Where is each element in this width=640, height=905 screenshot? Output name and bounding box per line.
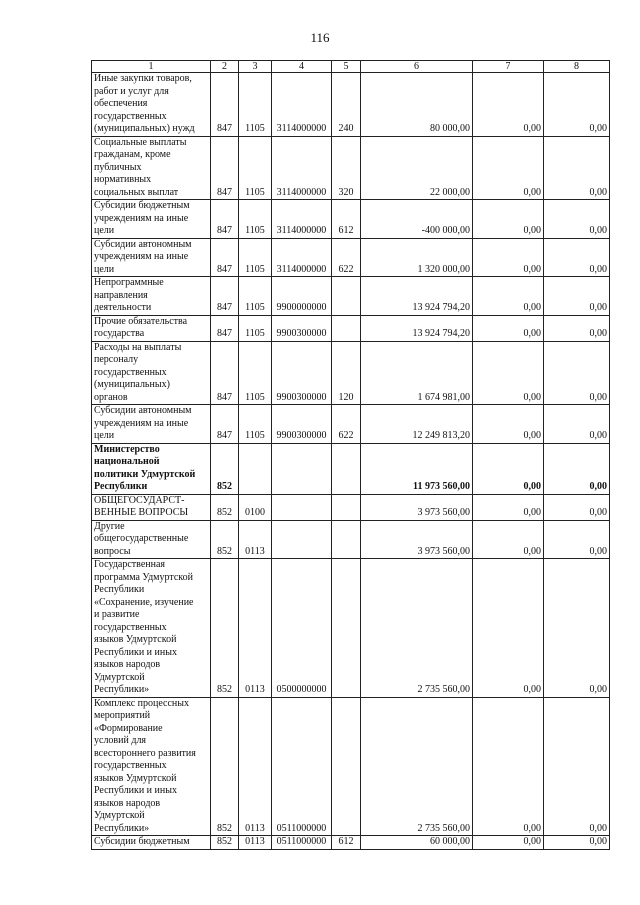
header-col-8: 8: [544, 61, 610, 73]
table-row: [92, 559, 610, 698]
page-number: 116: [310, 30, 330, 45]
row-amount-3: 0,00: [544, 520, 610, 559]
row-amount: 60 000,00: [361, 836, 473, 850]
row-section-code: 1105: [239, 315, 272, 341]
row-target-code: 0500000000: [272, 559, 332, 698]
table-row: [92, 200, 610, 239]
row-amount-2: 0,00: [473, 73, 544, 137]
row-expense-type: 120: [332, 341, 361, 405]
row-name: Субсидии автономным учреждениям на иные цели: [92, 405, 211, 444]
row-section-code: 1105: [239, 341, 272, 405]
row-name: Расходы на выплаты персоналу государственных (муниципальных) органов: [92, 341, 211, 405]
table-row: [92, 341, 610, 405]
row-name: Субсидии бюджетным: [92, 836, 211, 850]
table-row: [92, 405, 610, 444]
row-admin-code: 852: [211, 836, 239, 850]
row-name: Социальные выплаты гражданам, кроме публичных нормативных социальных выплат: [92, 136, 211, 200]
row-amount: 2 735 560,00: [361, 559, 473, 698]
row-amount: 12 249 813,20: [361, 405, 473, 444]
row-target-code: 3114000000: [272, 73, 332, 137]
row-expense-type: [332, 494, 361, 520]
row-admin-code: 852: [211, 520, 239, 559]
row-name: Другие общегосударственные вопросы: [92, 520, 211, 559]
header-col-1: 1: [92, 61, 211, 73]
row-section-code: 1105: [239, 200, 272, 239]
row-name: Иные закупки товаров, работ и услуг для обеспечения государственных (муниципальных) нужд: [92, 73, 211, 137]
row-name: Комплекс процессных мероприятий «Формирование условий для всестороннего развития государственных языков Удмуртской Республики и иных языков народов Удмуртской Республики»: [92, 697, 211, 836]
row-section-code: 1105: [239, 136, 272, 200]
row-amount: 13 924 794,20: [361, 315, 473, 341]
row-target-code: [272, 443, 332, 494]
row-amount-3: 0,00: [544, 200, 610, 239]
row-name: ОБЩЕГОСУДАРСТ- ВЕННЫЕ ВОПРОСЫ: [92, 494, 211, 520]
row-admin-code: 847: [211, 341, 239, 405]
row-amount: 3 973 560,00: [361, 494, 473, 520]
row-amount-3: 0,00: [544, 494, 610, 520]
row-target-code: 3114000000: [272, 200, 332, 239]
row-amount: 3 973 560,00: [361, 520, 473, 559]
row-amount-3: 0,00: [544, 341, 610, 405]
row-name: Государственная программа Удмуртской Республики «Сохранение, изучение и развитие государственных языков Удмуртской Республики и иных языков народов Удмуртской Республики»: [92, 559, 211, 698]
row-expense-type: 622: [332, 238, 361, 277]
row-amount-3: 0,00: [544, 697, 610, 836]
row-section-code: 0113: [239, 836, 272, 850]
row-amount-3: 0,00: [544, 136, 610, 200]
row-target-code: 3114000000: [272, 136, 332, 200]
row-amount-3: 0,00: [544, 73, 610, 137]
budget-table: [91, 60, 610, 850]
row-admin-code: 852: [211, 443, 239, 494]
header-col-5: 5: [332, 61, 361, 73]
row-expense-type: 320: [332, 136, 361, 200]
row-section-code: 1105: [239, 238, 272, 277]
row-amount: -400 000,00: [361, 200, 473, 239]
table-row: [92, 836, 610, 850]
row-amount-2: 0,00: [473, 443, 544, 494]
row-expense-type: [332, 697, 361, 836]
row-target-code: [272, 520, 332, 559]
row-admin-code: 847: [211, 238, 239, 277]
row-target-code: 0511000000: [272, 836, 332, 850]
row-amount: 13 924 794,20: [361, 277, 473, 316]
row-target-code: 9900300000: [272, 341, 332, 405]
row-admin-code: 847: [211, 405, 239, 444]
row-amount: 1 320 000,00: [361, 238, 473, 277]
row-expense-type: [332, 520, 361, 559]
row-amount-3: 0,00: [544, 238, 610, 277]
header-col-4: 4: [272, 61, 332, 73]
row-expense-type: 612: [332, 836, 361, 850]
row-section-code: [239, 443, 272, 494]
header-row: [92, 61, 610, 73]
row-expense-type: [332, 559, 361, 698]
row-admin-code: 847: [211, 200, 239, 239]
row-target-code: 0511000000: [272, 697, 332, 836]
row-target-code: 9900000000: [272, 277, 332, 316]
row-amount-2: 0,00: [473, 836, 544, 850]
table-row: [92, 238, 610, 277]
row-amount-2: 0,00: [473, 136, 544, 200]
row-name: Субсидии автономным учреждениям на иные цели: [92, 238, 211, 277]
row-name: Непрограммные направления деятельности: [92, 277, 211, 316]
row-amount-2: 0,00: [473, 315, 544, 341]
row-amount-2: 0,00: [473, 559, 544, 698]
header-col-7: 7: [473, 61, 544, 73]
row-amount-2: 0,00: [473, 697, 544, 836]
row-amount: 1 674 981,00: [361, 341, 473, 405]
row-amount: 22 000,00: [361, 136, 473, 200]
table-row: [92, 315, 610, 341]
row-admin-code: 852: [211, 697, 239, 836]
row-name: Прочие обязательства государства: [92, 315, 211, 341]
row-amount-3: 0,00: [544, 836, 610, 850]
row-amount-3: 0,00: [544, 277, 610, 316]
row-amount-2: 0,00: [473, 277, 544, 316]
row-amount: 80 000,00: [361, 73, 473, 137]
row-amount-2: 0,00: [473, 405, 544, 444]
row-section-code: 0113: [239, 697, 272, 836]
header-col-6: 6: [361, 61, 473, 73]
row-expense-type: 240: [332, 73, 361, 137]
row-admin-code: 847: [211, 315, 239, 341]
row-amount-2: 0,00: [473, 200, 544, 239]
row-amount-2: 0,00: [473, 238, 544, 277]
table-row: [92, 136, 610, 200]
row-section-code: 1105: [239, 73, 272, 137]
row-amount-2: 0,00: [473, 341, 544, 405]
row-target-code: 3114000000: [272, 238, 332, 277]
table-row: [92, 443, 610, 494]
row-target-code: 9900300000: [272, 405, 332, 444]
row-amount-3: 0,00: [544, 443, 610, 494]
row-admin-code: 852: [211, 494, 239, 520]
row-section-code: 1105: [239, 277, 272, 316]
row-amount: 2 735 560,00: [361, 697, 473, 836]
row-admin-code: 847: [211, 136, 239, 200]
row-amount-2: 0,00: [473, 520, 544, 559]
row-expense-type: [332, 443, 361, 494]
row-section-code: 1105: [239, 405, 272, 444]
row-amount-3: 0,00: [544, 405, 610, 444]
table-row: [92, 494, 610, 520]
row-admin-code: 852: [211, 559, 239, 698]
row-expense-type: [332, 315, 361, 341]
row-section-code: 0113: [239, 559, 272, 698]
row-expense-type: 612: [332, 200, 361, 239]
row-amount-3: 0,00: [544, 315, 610, 341]
row-amount: 11 973 560,00: [361, 443, 473, 494]
row-name: Субсидии бюджетным учреждениям на иные цели: [92, 200, 211, 239]
row-target-code: 9900300000: [272, 315, 332, 341]
row-section-code: 0113: [239, 520, 272, 559]
row-name: Министерство национальной политики Удмуртской Республики: [92, 443, 211, 494]
row-admin-code: 847: [211, 73, 239, 137]
table-row: [92, 277, 610, 316]
row-expense-type: 622: [332, 405, 361, 444]
row-amount-3: 0,00: [544, 559, 610, 698]
row-admin-code: 847: [211, 277, 239, 316]
row-target-code: [272, 494, 332, 520]
header-col-2: 2: [211, 61, 239, 73]
table-row: [92, 697, 610, 836]
row-amount-2: 0,00: [473, 494, 544, 520]
header-col-3: 3: [239, 61, 272, 73]
row-expense-type: [332, 277, 361, 316]
table-row: [92, 520, 610, 559]
table-row: [92, 73, 610, 137]
row-section-code: 0100: [239, 494, 272, 520]
